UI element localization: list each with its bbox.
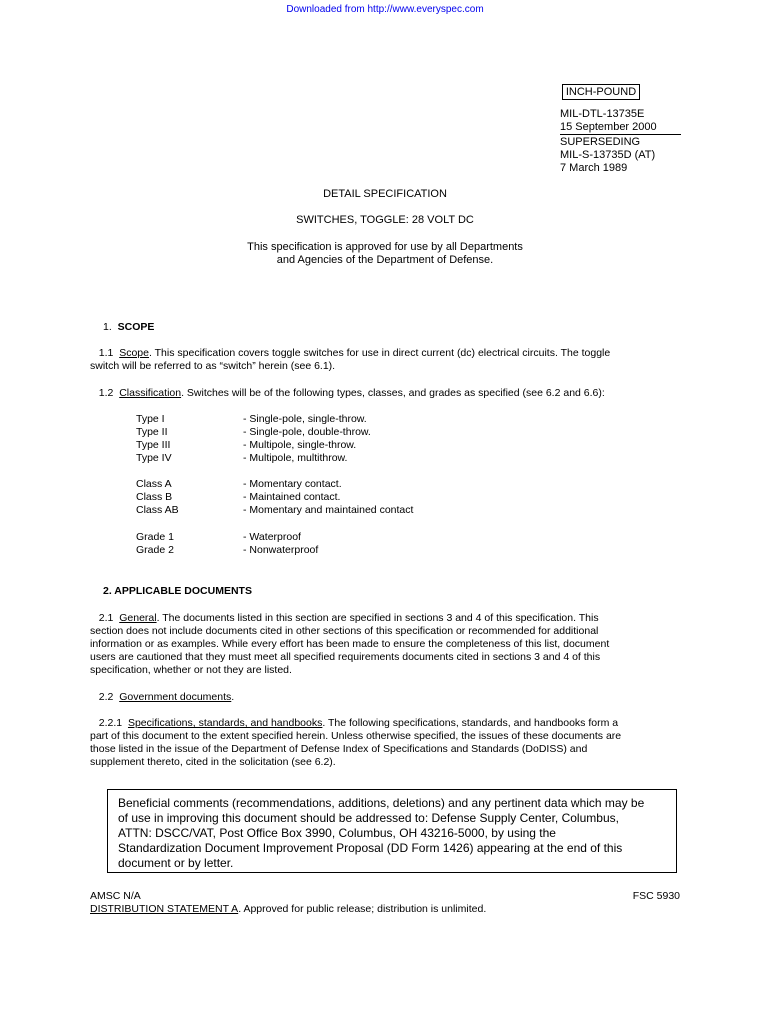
paragraph-2-1 (90, 612, 680, 677)
spec-type-title: DETAIL SPECIFICATION (323, 188, 447, 200)
type-label-1: Type I (136, 413, 165, 425)
paragraph-2-2-1-line-1 (90, 717, 680, 730)
paragraph-1-1-title: Scope (119, 347, 149, 359)
paragraph-2-2-1-number: 2.2.1 (98, 717, 123, 729)
type-label-4: Type IV (136, 452, 172, 464)
section-1-heading (103, 321, 693, 334)
superseded-date: 7 March 1989 (560, 162, 628, 174)
download-link[interactable]: Downloaded from http://www.everyspec.com (286, 4, 484, 15)
paragraph-2-1-text-1: . The documents listed in this section are specified in sections 3 and 4 of this specification. This (156, 612, 599, 624)
paragraph-2-1-line-1 (90, 612, 680, 625)
section-1-number: 1. (103, 321, 112, 333)
grade-label-2: Grade 2 (136, 544, 174, 556)
paragraph-2-2-1 (90, 717, 680, 769)
notice-line-2: of use in improving this document should be addressed to: Defense Supply Center, Columbus, (118, 811, 619, 825)
class-desc-a: - Momentary contact. (243, 478, 342, 490)
spec-subject-title: SWITCHES, TOGGLE: 28 VOLT DC (296, 214, 474, 226)
grade-desc-1: - Waterproof (243, 531, 301, 543)
amsc-code: AMSC N/A (90, 890, 141, 902)
grade-desc-2: - Nonwaterproof (243, 544, 319, 556)
type-label-3: Type III (136, 439, 171, 451)
inch-pound-box: INCH-POUND (562, 84, 640, 100)
class-label-ab: Class AB (136, 504, 179, 516)
approval-line-2: and Agencies of the Department of Defense. (276, 254, 494, 266)
paragraph-2-2-line (90, 691, 680, 704)
paragraph-2-1-line-2: section does not include documents cited in other sections of this specification or recommended for additional (90, 625, 599, 637)
paragraph-2-2-1-line-4: supplement thereto, cited in the solicitation (see 6.2). (90, 756, 336, 768)
class-label-a: Class A (136, 478, 172, 490)
paragraph-2-1-number: 2.1 (98, 612, 114, 624)
notice-line-3: ATTN: DSCC/VAT, Post Office Box 3990, Columbus, OH 43216-5000, by using the (118, 826, 556, 840)
grade-label-1: Grade 1 (136, 531, 174, 543)
paragraph-1-2-line-1 (90, 387, 680, 400)
paragraph-2-2-1-line-2: part of this document to the extent specified herein. Unless otherwise specified, the issues of these documents are (90, 730, 622, 742)
paragraph-2-2-number: 2.2 (98, 691, 114, 703)
header-rule (560, 134, 681, 135)
paragraph-2-2-1-line-3: those listed in the issue of the Department of Defense Index of Specifications and Standards (DoDISS) and (90, 743, 588, 755)
type-desc-2: - Single-pole, double-throw. (243, 426, 371, 438)
paragraph-2-1-line-3: information or as examples. While every effort has been made to ensure the completeness of this list, document (90, 638, 610, 650)
notice-line-1: Beneficial comments (recommendations, additions, deletions) and any pertinent data which may be (118, 796, 645, 810)
type-desc-4: - Multipole, multithrow. (243, 452, 348, 464)
paragraph-1-1-line-1 (90, 347, 680, 360)
approval-line-1: This specification is approved for use by all Departments (247, 241, 523, 253)
type-desc-3: - Multipole, single-throw. (243, 439, 357, 451)
paragraph-2-1-line-4: users are cautioned that they must meet all specified requirements documents cited in sections 3 and 4 of this (90, 651, 601, 663)
paragraph-2-2-end: . (231, 691, 235, 703)
notice-line-4: Standardization Document Improvement Proposal (DD Form 1426) appearing at the end of this (118, 841, 623, 855)
class-desc-b: - Maintained contact. (243, 491, 341, 503)
distribution-statement (90, 903, 486, 915)
superseding-label: SUPERSEDING (560, 136, 641, 148)
distribution-text: . Approved for public release; distribution is unlimited. (238, 903, 487, 915)
paragraph-2-1-title: General (119, 612, 157, 624)
section-2-heading: 2. APPLICABLE DOCUMENTS (103, 585, 252, 597)
paragraph-2-1-line-5: specification, whether or not they are listed. (90, 664, 292, 676)
paragraph-1-2 (90, 387, 680, 400)
paragraph-1-2-number: 1.2 (98, 387, 114, 399)
paragraph-1-1 (90, 347, 680, 373)
paragraph-2-2-title: Government documents (119, 691, 232, 703)
paragraph-2-2 (90, 691, 680, 704)
distribution-label: DISTRIBUTION STATEMENT A (90, 903, 239, 915)
paragraph-1-1-line-2: switch will be referred to as “switch” herein (see 6.1). (90, 360, 336, 372)
paragraph-1-1-text-1: . This specification covers toggle switches for use in direct current (dc) electrical circuits. The toggle (149, 347, 611, 359)
doc-date: 15 September 2000 (560, 121, 657, 133)
notice-line-5: document or by letter. (118, 856, 234, 870)
paragraph-1-1-number: 1.1 (98, 347, 114, 359)
doc-number: MIL-DTL-13735E (560, 108, 645, 120)
class-desc-ab: - Momentary and maintained contact (243, 504, 414, 516)
paragraph-2-2-1-title: Specifications, standards, and handbooks (127, 717, 323, 729)
type-label-2: Type II (136, 426, 168, 438)
class-label-b: Class B (136, 491, 173, 503)
paragraph-1-2-title: Classification (119, 387, 182, 399)
fsc-code: FSC 5930 (632, 890, 680, 902)
comments-notice-box (107, 789, 677, 873)
paragraph-1-2-text: . Switches will be of the following types, classes, and grades as specified (see 6.2 and 6.6): (181, 387, 605, 399)
superseded-number: MIL-S-13735D (AT) (560, 149, 656, 161)
section-1-title: SCOPE (117, 321, 155, 333)
paragraph-2-2-1-text-1: . The following specifications, standards, and handbooks form a (322, 717, 619, 729)
type-desc-1: - Single-pole, single-throw. (243, 413, 367, 425)
